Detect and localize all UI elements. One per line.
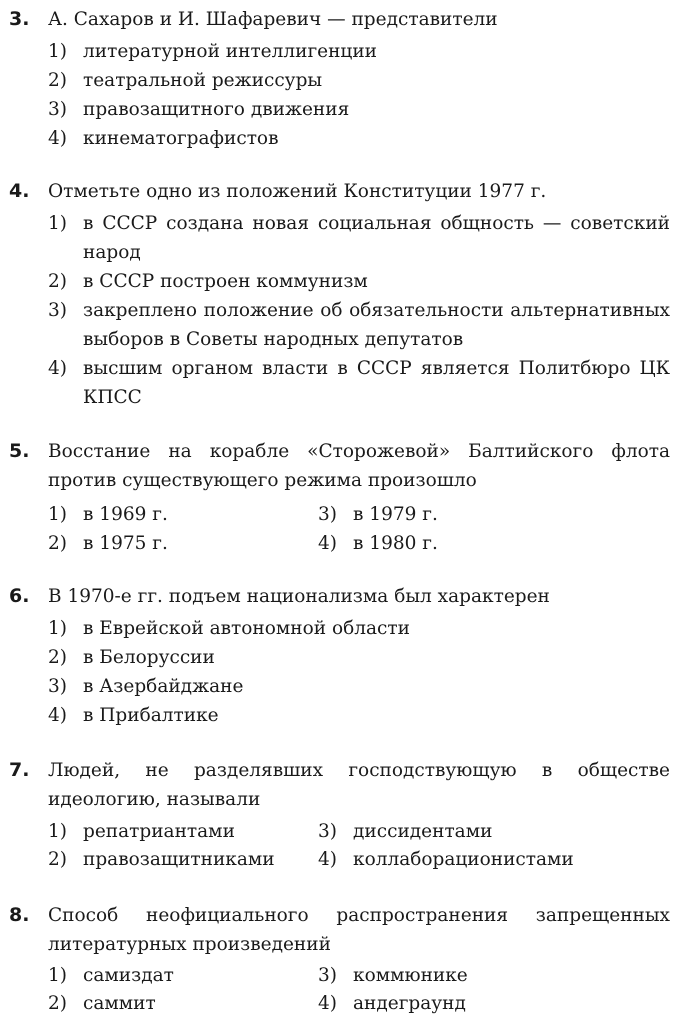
option-number: 3) <box>318 821 337 842</box>
option-number: 2) <box>48 993 67 1014</box>
option-number: 3) <box>318 504 337 525</box>
option-text: высшим органом власти в СССР является Политбюро ЦК КПСС <box>83 358 670 408</box>
option-number: 3) <box>318 965 337 986</box>
option-text: в 1980 г. <box>353 533 438 554</box>
option-text: саммит <box>83 993 156 1014</box>
question-number: 5. <box>9 440 30 462</box>
question-text: А. Сахаров и И. Шафаревич — представители <box>48 9 498 30</box>
option-text: литературной интеллигенции <box>83 41 377 62</box>
option-number: 3) <box>48 99 67 120</box>
question-text: В 1970-е гг. подъем национализма был характерен <box>48 586 550 607</box>
option-number: 1) <box>48 504 67 525</box>
option-text: правозащитного движения <box>83 99 350 120</box>
option-number: 1) <box>48 821 67 842</box>
option-number: 2) <box>48 533 67 554</box>
option-text: андеграунд <box>353 993 466 1014</box>
option-text: в СССР создана новая социальная общность — советский народ <box>83 213 670 263</box>
option-number: 4) <box>48 705 67 726</box>
question-number: 6. <box>9 585 30 607</box>
question-text: Способ неофициального распространения запрещенных литературных произведений <box>48 905 670 955</box>
option-text: в 1975 г. <box>83 533 168 554</box>
question-text: Людей, не разделявших господствующую в обществе идеологию, называли <box>48 760 670 810</box>
option-number: 2) <box>48 849 67 870</box>
question-number: 4. <box>9 180 30 202</box>
option-number: 2) <box>48 70 67 91</box>
option-number: 3) <box>48 676 67 697</box>
option-number: 2) <box>48 647 67 668</box>
option-text: в СССР построен коммунизм <box>83 271 368 292</box>
option-number: 2) <box>48 271 67 292</box>
option-text: в 1969 г. <box>83 504 168 525</box>
question-number: 3. <box>9 8 30 30</box>
option-number: 1) <box>48 213 67 234</box>
option-text: в 1979 г. <box>353 504 438 525</box>
option-text: репатриантами <box>83 821 235 842</box>
option-number: 4) <box>318 993 337 1014</box>
option-number: 4) <box>48 358 67 379</box>
option-number: 4) <box>48 128 67 149</box>
option-text: в Азербайджане <box>83 676 244 697</box>
option-text: коммюнике <box>353 965 468 986</box>
option-number: 1) <box>48 965 67 986</box>
option-text: в Прибалтике <box>83 705 219 726</box>
option-number: 1) <box>48 41 67 62</box>
question-text: Отметьте одно из положений Конституции 1977 г. <box>48 181 547 202</box>
option-text: театральной режиссуры <box>83 70 323 91</box>
option-number: 3) <box>48 300 67 321</box>
option-number: 4) <box>318 533 337 554</box>
question-number: 7. <box>9 759 30 781</box>
option-text: правозащитниками <box>83 849 275 870</box>
question-number: 8. <box>9 904 30 926</box>
option-text: закреплено положение об обязательности альтернативных выборов в Советы народных депутатов <box>83 300 670 350</box>
option-text: в Белоруссии <box>83 647 215 668</box>
question-text: Восстание на корабле «Сторожевой» Балтийского флота против существующего режима произошло <box>48 441 670 491</box>
option-number: 4) <box>318 849 337 870</box>
option-text: самиздат <box>83 965 174 986</box>
option-number: 1) <box>48 618 67 639</box>
option-text: в Еврейской автономной области <box>83 618 410 639</box>
option-text: кинематографистов <box>83 128 279 149</box>
option-text: коллаборационистами <box>353 849 574 870</box>
option-text: диссидентами <box>353 821 493 842</box>
